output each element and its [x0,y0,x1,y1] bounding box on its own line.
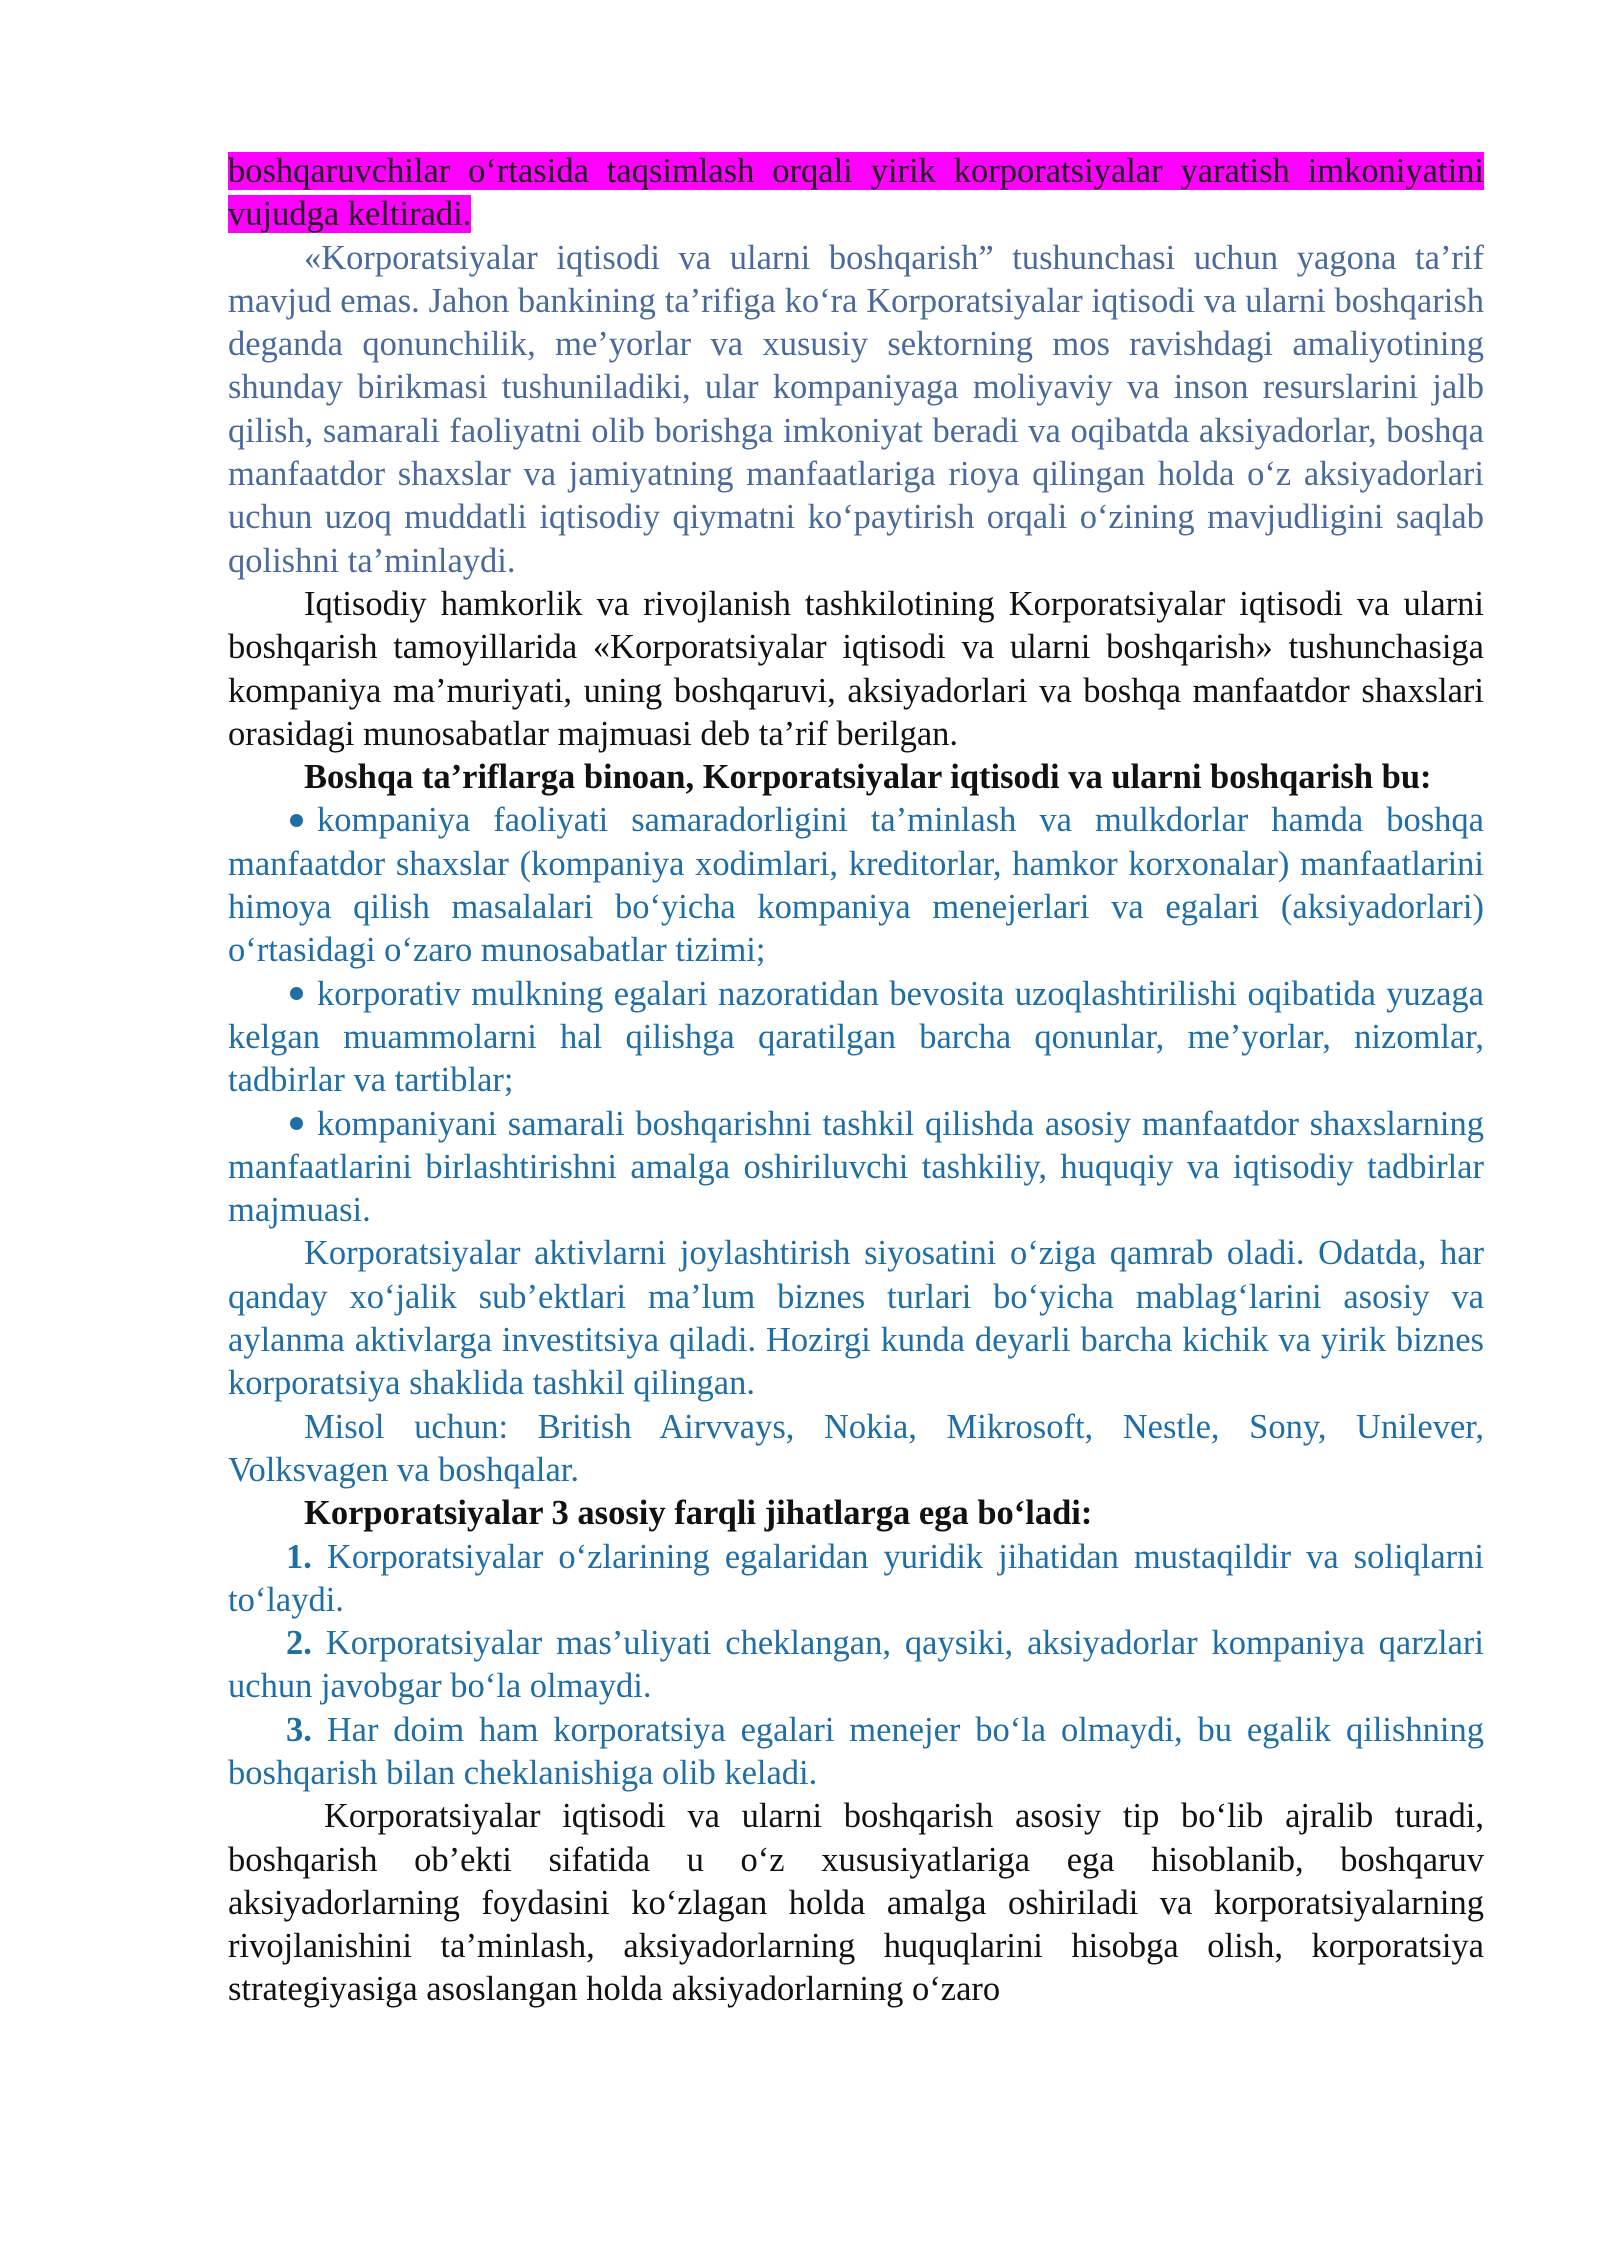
paragraph-examples: Misol uchun: British Airvvays, Nokia, Mikrosoft, Nestle, Sony, Unilever, Volksvagen va boshqalar. [228,1407,1484,1489]
paragraph-oecd-definition: Iqtisodiy hamkorlik va rivojlanish tashkilotining Korporatsiyalar iqtisodi va ularni boshqarish tamoyillarida «Korporatsiyalar iqtisodi va ularni boshqarish» tushunchasiga kompaniya ma’muriyati, uning boshqaruvi, aksiyadorlari va boshqa manfaatdor shaxslari orasidagi munosabatlar majmuasi deb ta’rif berilgan. [228,584,1484,753]
bullet-text: korporativ mulkning egalari nazoratidan bevosita uzoqlashtirilishi oqibatida yuzaga kelgan muammolarni hal qilishga qaratilgan barcha qonunlar, me’yorlar, nizomlar, tadbirlar va tartiblar; [228,974,1484,1100]
numbered-item [228,1709,1484,1796]
bullet-icon [290,987,303,1000]
bullet-icon [290,1117,303,1130]
numbered-item [228,1536,1484,1623]
bullet-item [228,1103,1484,1233]
bullet-text: kompaniyani samarali boshqarishni tashkil qilishda asosiy manfaatdor shaxslarning manfaatlarini birlashtirishni amalga oshiriluvchi tashkiliy, huquqiy va iqtisodiy tadbirlar majmuasi. [228,1104,1484,1230]
item-number: 2. [286,1624,312,1663]
item-number: 3. [286,1710,312,1749]
numbered-item [228,1622,1484,1709]
bullet-text: kompaniya faoliyati samaradorligini ta’minlash va mulkdorlar hamda boshqa manfaatdor shaxslar (kompaniya xodimlari, kreditorlar, hamkor korxonalar) manfaatlarini himoya qilish masalalari bo‘yicha kompaniya menejerlari va egalari (aksiyadorlari) o‘rtasidagi o‘zaro munosabatlar tizimi; [228,801,1484,970]
paragraph-other-definitions-heading: Boshqa ta’riflarga binoan, Korporatsiyalar iqtisodi va ularni boshqarish bu: [304,758,1432,797]
paragraph-definition-world-bank: «Korporatsiyalar iqtisodi va ularni boshqarish” tushunchasi uchun yagona ta’rif mavjud emas. Jahon bankining ta’rifiga ko‘ra Korporatsiyalar iqtisodi va ularni boshqarish deganda qonunchilik, me’yorlar va xususiy sektorning mos ravishdagi amaliyotining shunday birikmasi tushuniladiki, ular kompaniyaga moliyaviy va inson resurslarini jalb qilish, samarali faoliyatni olib borishga imkoniyat beradi va oqibatda aksiyadorlar, boshqa manfaatdor shaxslar va jamiyatning manfaatlariga rioya qilingan holda o‘z aksiyadorlari uchun uzoq muddatli iqtisodiy qiymatni ko‘paytirish orqali o‘zining mavjudligini saqlab qolishni ta’minlaydi. [228,238,1484,580]
item-text: Korporatsiyalar o‘zlarining egalaridan yuridik jihatidan mustaqildir va soliqlarni to‘laydi. [228,1537,1485,1619]
bullet-item [228,973,1484,1103]
document-page [228,150,1484,2012]
bullet-item [228,799,1484,972]
paragraph-three-features-heading: Korporatsiyalar 3 asosiy farqli jihatlarga ega bo‘ladi: [304,1494,1093,1533]
paragraph-governance-type: Korporatsiyalar iqtisodi va ularni boshqarish asosiy tip bo‘lib ajralib turadi, boshqarish ob’ekti sifatida u o‘z xususiyatlariga ega hisoblanib, boshqaruv aksiyadorlarning foydasini ko‘zlagan holda amalga oshiriladi va korporatsiyalarning rivojlanishini ta’minlash, aksiyadorlarning huquqlarini hisobga olish, korporatsiya strategiyasiga asoslangan holda aksiyadorlarning o‘zaro [228,1797,1484,2009]
bullet-icon [290,814,303,827]
item-text: Korporatsiyalar mas’uliyati cheklangan, qaysiki, aksiyadorlar kompaniya qarzlari uchun javobgar bo‘la olmaydi. [228,1624,1485,1706]
item-text: Har doim ham korporatsiya egalari menejer bo‘la olmaydi, bu egalik qilishning boshqarish bilan cheklanishiga olib keladi. [228,1710,1485,1792]
paragraph-highlighted [228,150,1484,237]
paragraph-assets: Korporatsiyalar aktivlarni joylashtirish siyosatini o‘ziga qamrab oladi. Odatda, har qanday xo‘jalik sub’ektlari ma’lum biznes turlari bo‘yicha mablag‘larini asosiy va aylanma aktivlarga investitsiya qiladi. Hozirgi kunda deyarli barcha kichik va yirik biznes korporatsiya shaklida tashkil qilingan. [228,1234,1484,1403]
item-number: 1. [286,1537,312,1576]
highlighted-text: boshqaruvchilar o‘rtasida taqsimlash orqali yirik korporatsiyalar yaratish imkoniyatini vujudga keltiradi. [228,152,1484,234]
